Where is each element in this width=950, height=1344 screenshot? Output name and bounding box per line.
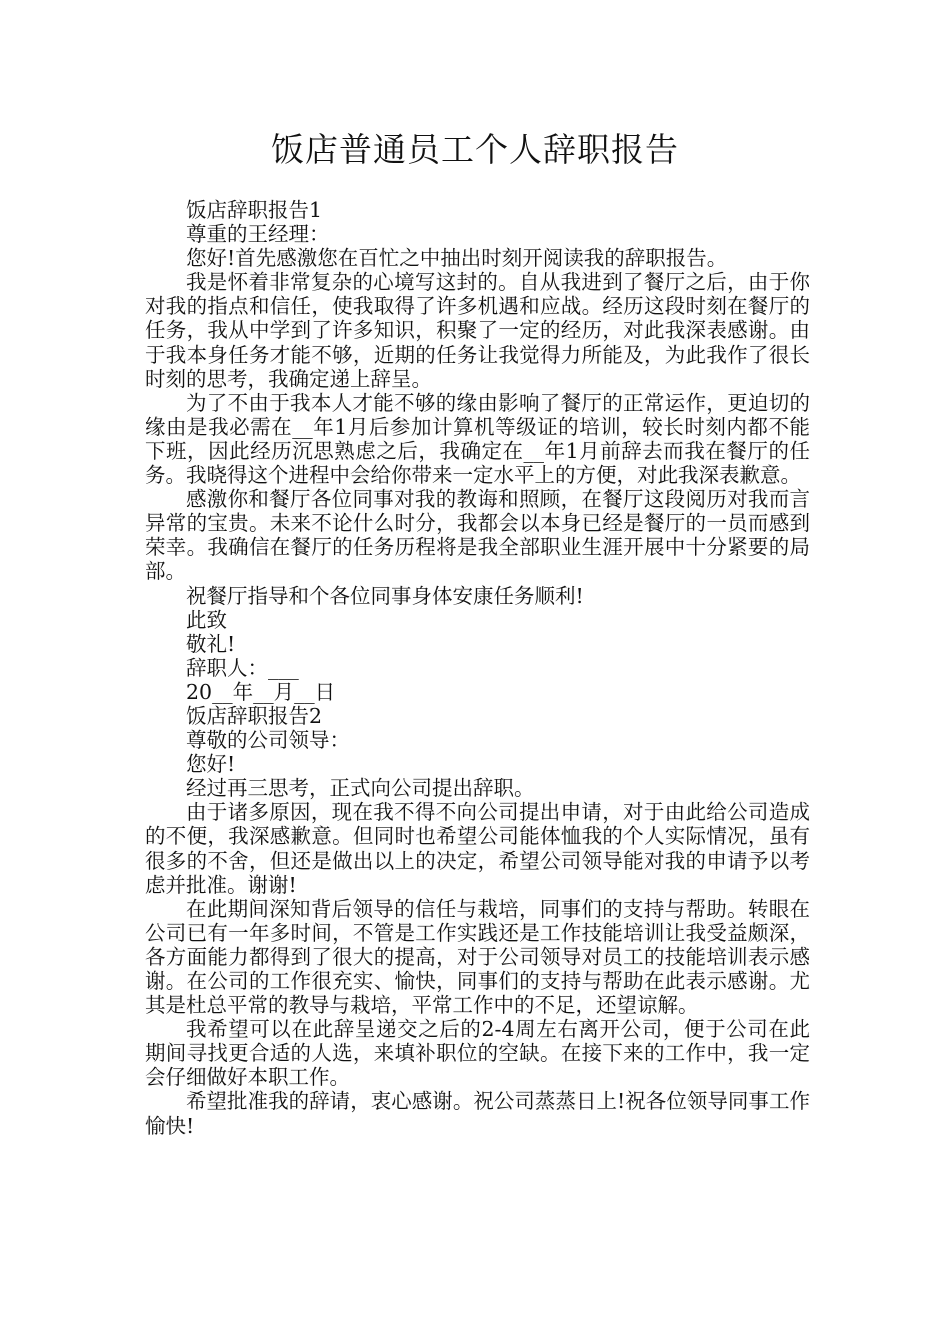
paragraph: 您好!首先感激您在百忙之中抽出时刻开阅读我的辞职报告。 — [186, 246, 728, 271]
paragraph: 希望批准我的辞请，衷心感谢。祝公司蒸蒸日上!祝各位领导同事工作愉快! — [145, 1089, 810, 1138]
paragraph: 尊重的王经理： — [186, 222, 330, 247]
paragraph: 您好! — [186, 752, 236, 777]
paragraph: 此致 — [186, 607, 227, 632]
paragraph: 经过再三思考，正式向公司提出辞职。 — [186, 776, 535, 801]
paragraph: 我是怀着非常复杂的心境写这封的。自从我进到了餐厅之后，由于你对我的指点和信任，使我取得了许多机遇和应战。经历这段时刻在餐厅的任务，我从中学到了许多知识，积聚了一定的经历，对此我深表感谢。由于我本身任务才能不够，近期的任务让我觉得力所能及，为此我作了很长时刻的思考，我确定递上辞呈。 — [145, 270, 810, 391]
paragraph: 由于诸多原因，现在我不得不向公司提出申请，对于由此给公司造成的不便，我深感歉意。但同时也希望公司能体恤我的个人实际情况，虽有很多的不舍，但还是做出以上的决定，希望公司领导能对我的申请予以考虑并批准。谢谢! — [145, 800, 810, 897]
paragraph: 为了不由于我本人才能不够的缘由影响了餐厅的正常运作，更迫切的缘由是我必需在__年1月后参加计算机等级证的培训，较长时刻内都不能下班，因此经历沉思熟虑之后，我确定在__年1月前辞去而我在餐厅的任务。我晓得这个进程中会给你带来一定水平上的方便，对此我深表歉意。 — [145, 390, 810, 488]
paragraph: 饭店辞职报告1 — [186, 198, 323, 222]
paragraph: 饭店辞职报告2 — [186, 703, 323, 728]
paragraph: 我希望可以在此辞呈递交之后的2-4周左右离开公司，便于公司在此期间寻找更合适的人选，来填补职位的空缺。在接下来的工作中，我一定会仔细做好本职工作。 — [145, 1017, 810, 1090]
paragraph: 尊敬的公司领导： — [186, 728, 350, 753]
paragraph: 敬礼! — [186, 631, 236, 656]
paragraph: 20__年__月__日 — [186, 679, 336, 704]
paragraph: 感激你和餐厅各位同事对我的教诲和照顾，在餐厅这段阅历对我而言异常的宝贵。未来不论什么时分，我都会以本身已经是餐厅的一员而感到荣幸。我确信在餐厅的任务历程将是我全部职业生涯开展中十分紧要的局部。 — [145, 487, 810, 584]
paragraph: 辞职人：___ — [186, 655, 299, 680]
paragraph: 祝餐厅指导和个各位同事身体安康任务顺利! — [186, 583, 584, 608]
paragraph: 在此期间深知背后领导的信任与栽培，同事们的支持与帮助。转眼在公司已有一年多时间，不管是工作实践还是工作技能培训让我受益颇深，各方面能力都得到了很大的提高，对于公司领导对员工的技能培训表示感谢。在公司的工作很充实、愉快，同事们的支持与帮助在此表示感谢。尤其是杜总平常的教导与栽培，平常工作中的不足，还望谅解。 — [145, 896, 810, 1018]
document-title: 饭店普通员工个人辞职报告 — [271, 130, 679, 169]
document-body — [145, 198, 810, 1138]
